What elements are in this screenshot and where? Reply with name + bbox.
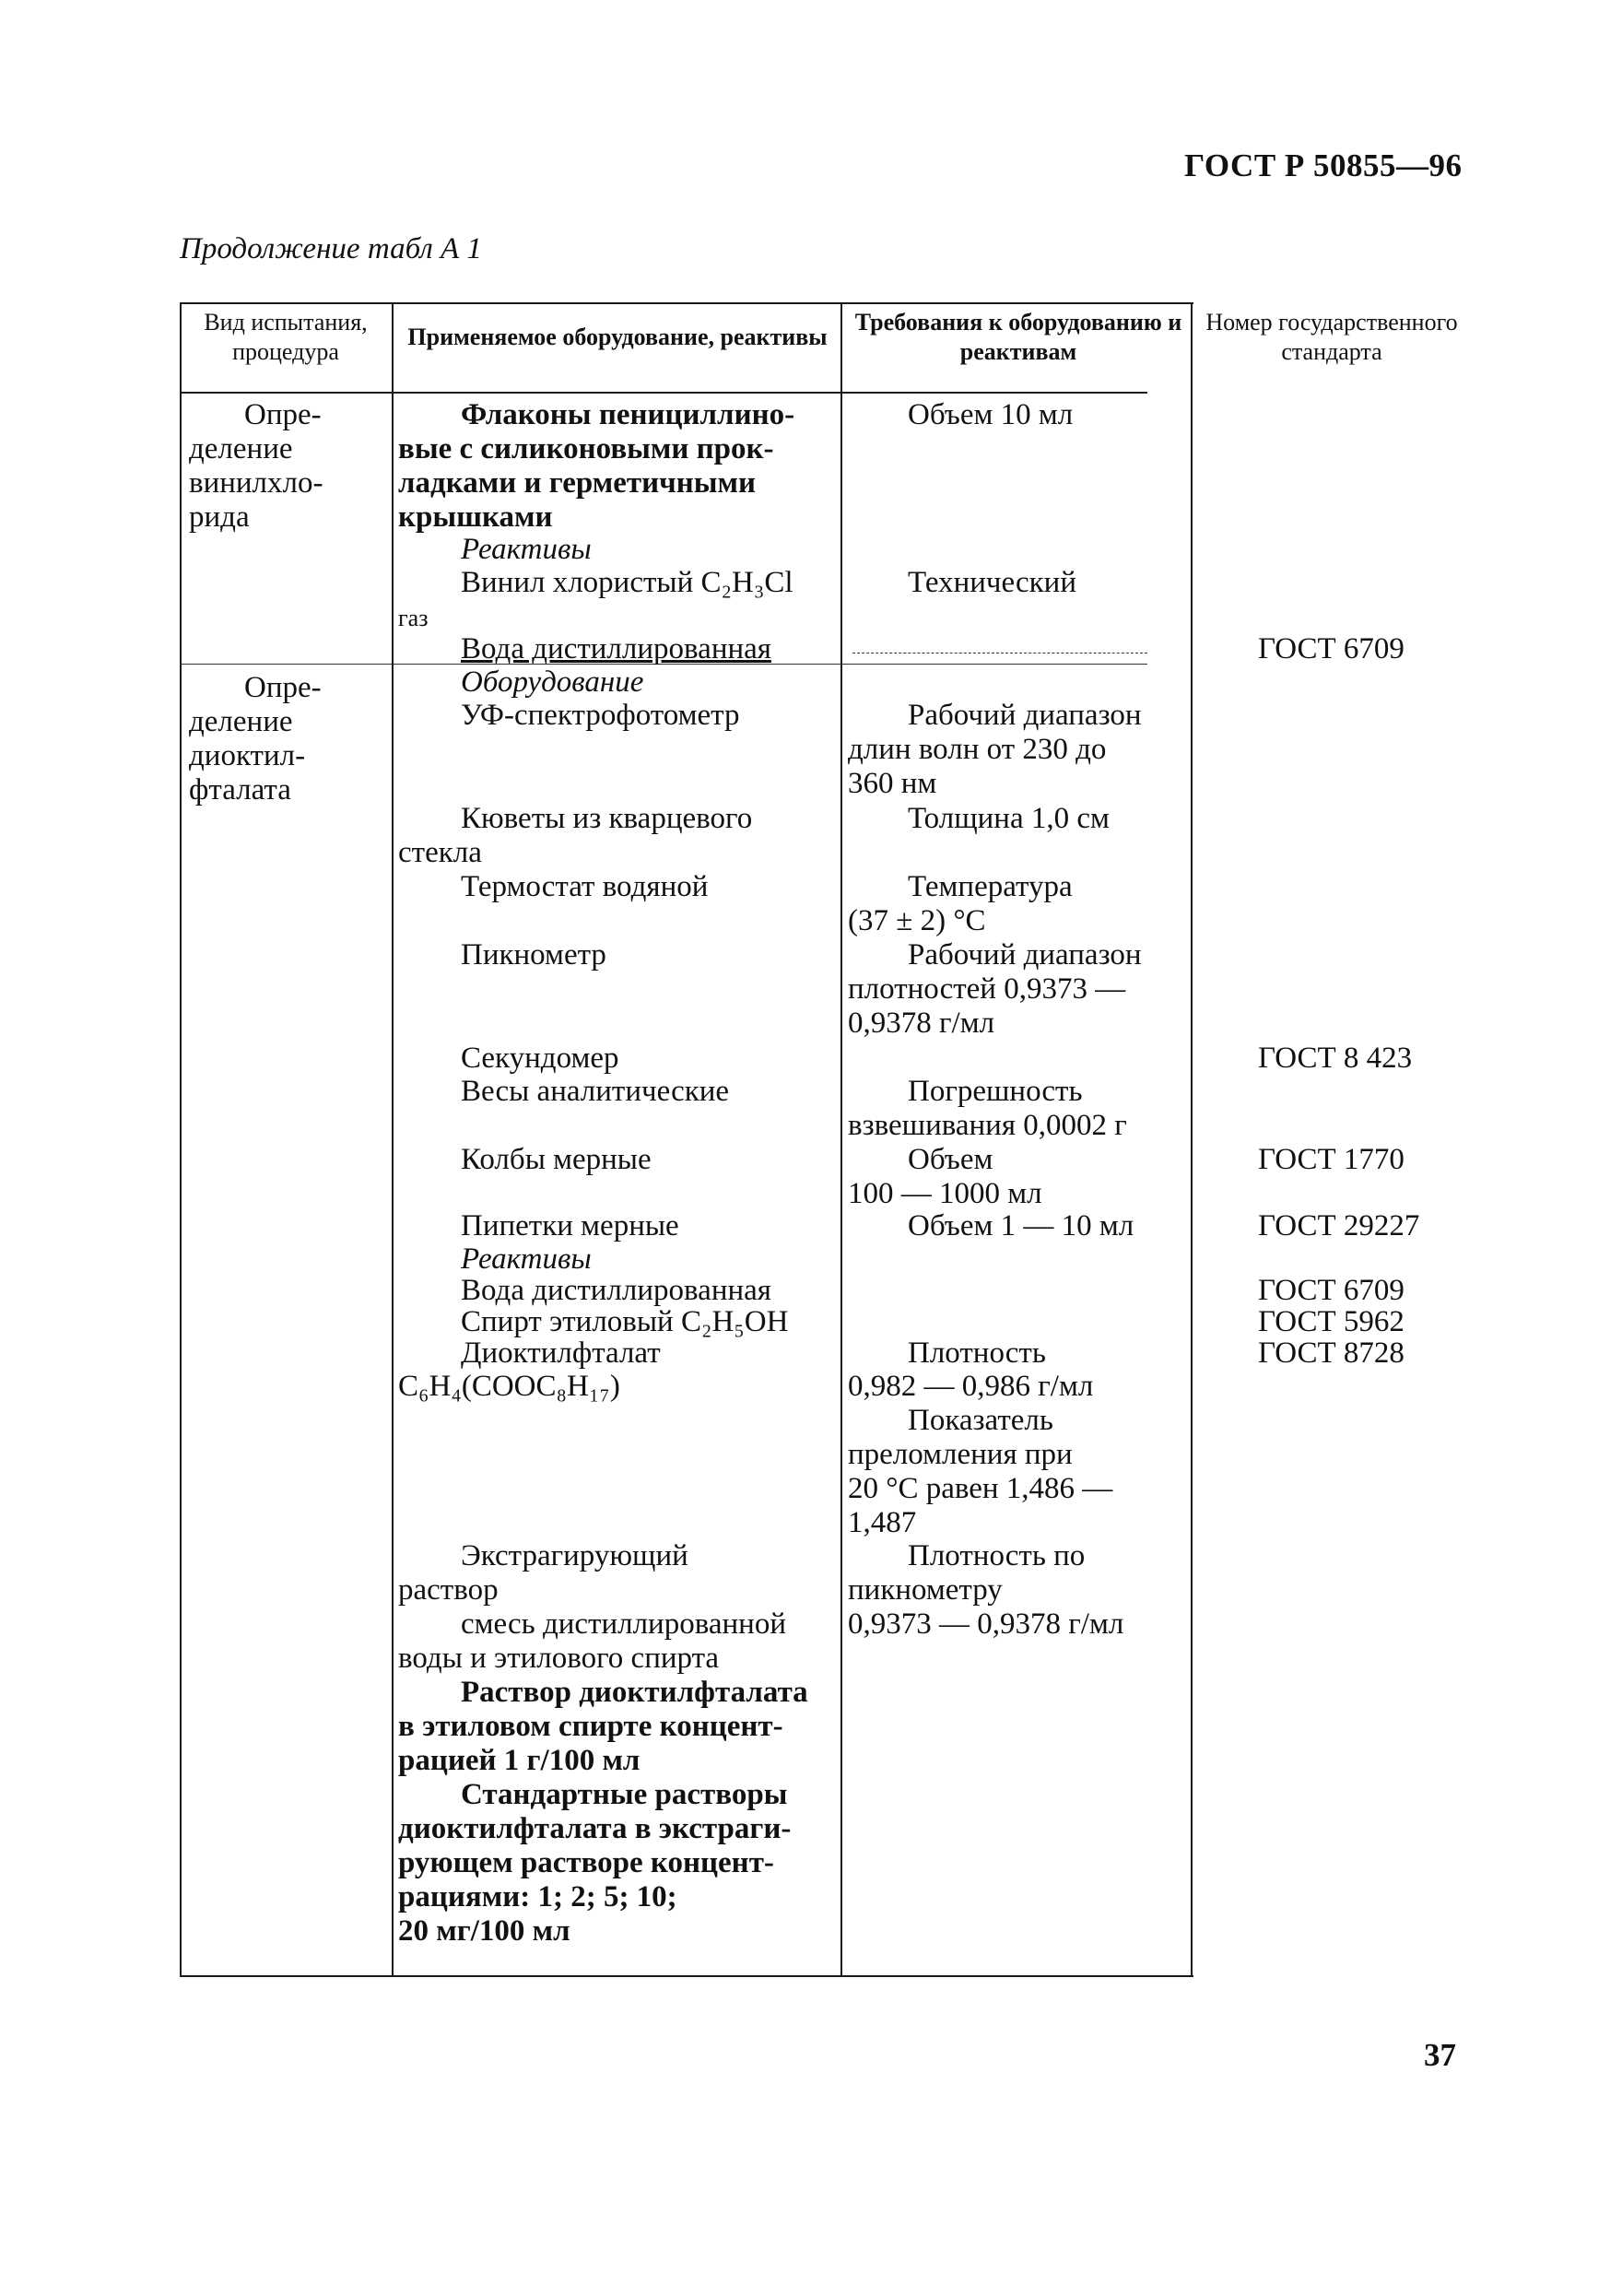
item-text: газ <box>398 605 429 631</box>
requirement-text: Рабочий диапазон <box>908 699 1142 732</box>
item-text: Винил хлористый C₂H₃Cl <box>461 566 793 599</box>
item-text: Термостат водяной <box>461 870 709 903</box>
page-number: 37 <box>1424 2037 1456 2073</box>
requirement-text: (37 ± 2) °C <box>848 904 986 937</box>
standard-number: ГОСТ 29227 <box>1258 1209 1420 1242</box>
standard-number: ГОСТ 8 423 <box>1258 1042 1413 1075</box>
requirement-text: 1,487 <box>848 1506 917 1539</box>
requirement-text: Плотность <box>908 1336 1046 1370</box>
requirement-text: Показатель <box>908 1404 1053 1437</box>
requirement-text: 20 °C равен 1,486 — <box>848 1472 1113 1505</box>
item-text: диоктилфталата в экстраги- <box>398 1812 792 1845</box>
procedure-line: рида <box>189 500 250 534</box>
procedure-line: диоктил- <box>189 739 306 772</box>
requirement-text: Объем 10 мл <box>908 398 1074 431</box>
col-header-requirements: Требования к оборудованию и реактивам <box>854 309 1182 365</box>
table-caption: Продолжение табл А 1 <box>180 232 482 265</box>
item-text: рующем растворе концент- <box>398 1846 774 1879</box>
requirement-text: Объем <box>908 1143 993 1176</box>
item-text: рациями: 1; 2; 5; 10; <box>398 1880 677 1913</box>
item-text: рацией 1 г/100 мл <box>398 1744 641 1777</box>
item-text: Раствор диоктилфталата <box>461 1676 808 1709</box>
item-text: Спирт этиловый C₂H₅OH <box>461 1305 789 1338</box>
item-text: 20 мг/100 мл <box>398 1914 570 1948</box>
item-text: Вода дистиллированная <box>461 1274 771 1307</box>
item-text: раствор <box>398 1573 499 1607</box>
requirement-text: Погрешность <box>908 1075 1083 1108</box>
item-text: Диоктилфталат <box>461 1336 661 1370</box>
procedure-line: деление <box>189 705 293 738</box>
item-text: Пикнометр <box>461 938 606 971</box>
item-text: Флаконы пенициллино- <box>461 398 795 431</box>
document-number: ГОСТ Р 50855—96 <box>1184 147 1463 183</box>
standard-number: ГОСТ 8728 <box>1258 1336 1405 1370</box>
procedure-line: фталата <box>189 773 291 807</box>
item-text: УФ-спектрофотометр <box>461 699 740 732</box>
standard-number: ГОСТ 6709 <box>1258 1274 1405 1307</box>
table-bottom-line <box>180 1975 1193 1977</box>
requirement-text: длин волн от 230 до <box>848 733 1107 766</box>
requirement-text: Технический <box>908 566 1076 599</box>
item-text: Стандартные растворы <box>461 1778 788 1811</box>
item-text: воды и этилового спирта <box>398 1642 720 1675</box>
procedure-line: деление <box>189 432 293 465</box>
item-text: Пипетки мерные <box>461 1209 679 1242</box>
item-text: в этиловом спирте концент- <box>398 1710 783 1743</box>
requirement-text: 0,9373 — 0,9378 г/мл <box>848 1607 1124 1641</box>
requirement-text: пикнометру <box>848 1573 1003 1607</box>
col-header-standard: Номер государственного стандарта <box>1205 309 1458 365</box>
requirement-text: Плотность по <box>908 1539 1086 1572</box>
requirement-text: Толщина 1,0 см <box>908 802 1110 835</box>
table-top-line <box>180 302 1193 304</box>
requirement-text: Рабочий диапазон <box>908 938 1142 971</box>
item-text: Вода дистиллированная <box>461 632 771 665</box>
item-text: стекла <box>398 836 482 869</box>
procedure-line: Опре- <box>244 671 322 704</box>
requirement-text: 0,982 — 0,986 г/мл <box>848 1370 1094 1403</box>
item-text: C₆H₄(COOC₈H₁₇) <box>398 1370 620 1403</box>
header-bottom-line <box>180 392 1147 394</box>
standard-number: ГОСТ 6709 <box>1258 632 1405 665</box>
standard-number: ГОСТ 5962 <box>1258 1305 1405 1338</box>
section-label: Реактивы <box>461 533 592 566</box>
item-text: Секундомер <box>461 1042 619 1075</box>
procedure-line: винилхло- <box>189 466 323 500</box>
requirement-text: 360 нм <box>848 767 937 800</box>
item-text: Экстрагирующий <box>461 1539 688 1572</box>
col-line-2 <box>392 302 394 1975</box>
col-line-3 <box>840 302 842 1975</box>
requirement-text: Температура <box>908 870 1073 903</box>
requirement-text: плотностей 0,9373 — <box>848 972 1126 1006</box>
requirement-text: преломления при <box>848 1438 1073 1471</box>
section-label: Оборудование <box>461 665 644 699</box>
item-text: Колбы мерные <box>461 1143 652 1176</box>
col-header-procedure: Вид испытания, процедура <box>204 309 368 365</box>
item-text: Кюветы из кварцевого <box>461 802 753 835</box>
requirement-text: взвешивания 0,0002 г <box>848 1109 1127 1142</box>
item-text: ладками и герметичными <box>398 466 757 500</box>
col-line-1 <box>180 302 182 1975</box>
item-text: Весы аналитические <box>461 1075 730 1108</box>
item-text: вые с силиконовыми прок- <box>398 432 774 465</box>
section-label: Реактивы <box>461 1242 592 1276</box>
item-text: крышками <box>398 500 553 534</box>
requirement-text: 0,9378 г/мл <box>848 1007 995 1040</box>
requirement-text: Объем 1 — 10 мл <box>908 1209 1134 1242</box>
standard-number: ГОСТ 1770 <box>1258 1143 1405 1176</box>
requirement-text: 100 — 1000 мл <box>848 1177 1042 1210</box>
col-header-equipment: Применяемое оборудование, реактивы <box>407 324 828 350</box>
item-text: смесь дистиллированной <box>461 1607 786 1641</box>
col-line-4 <box>1191 302 1193 1975</box>
procedure-line: Опре- <box>244 398 322 431</box>
dash-line <box>852 653 1147 654</box>
